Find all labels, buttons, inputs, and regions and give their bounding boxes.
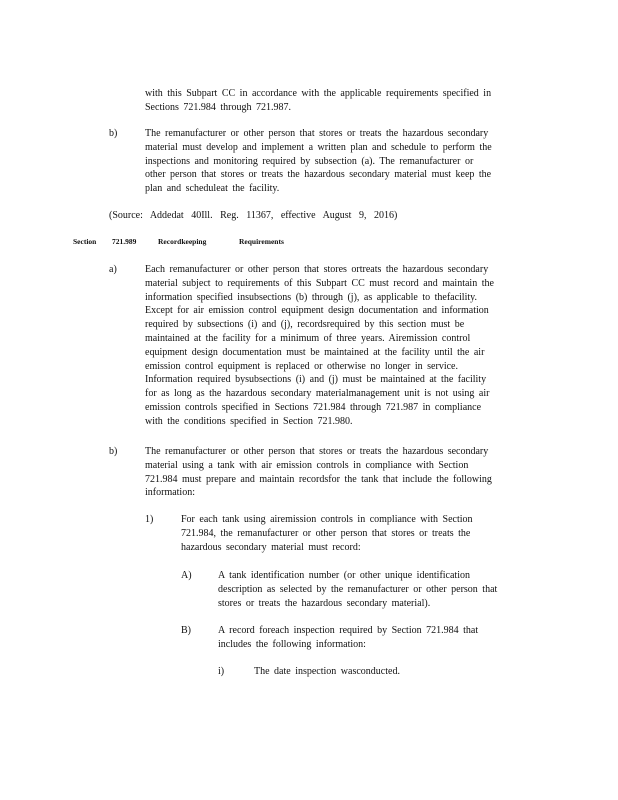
text-line: Each remanufacturer or other person that stores ortreats the hazardous secondary (145, 264, 489, 275)
text-line: stores or treats the hazardous secondary material). (218, 597, 431, 609)
text-line: with this Subpart CC in accordance with the applicable requirements specified in (145, 88, 492, 99)
intro-paragraph (145, 87, 535, 115)
item-label-a: a) (109, 264, 117, 275)
text-line: required by subsections (i) and (j), recordsrequired by this section must be (145, 319, 465, 331)
section-word: Section (73, 237, 97, 246)
text-line: A record foreach inspection required by Section 721.984 that (218, 625, 479, 636)
section-title-part1: Recordkeeping (158, 237, 207, 246)
text-line: Sections 721.984 through 721.987. (145, 101, 291, 113)
text-line: material subject to requirements of this Subpart CC must record and maintain the (145, 277, 494, 289)
text-line: information: (145, 487, 195, 499)
text-line: inspections and monitoring required by subsection (a). The remanufacturer or (145, 155, 474, 167)
paragraph-1 (181, 513, 511, 554)
text-line: 721.984 must prepare and maintain recordsfor the tank that include the following (145, 473, 492, 485)
text-line: information specified insubsections (b) through (j), as applicable to thefacility. (145, 291, 477, 303)
text-line: description as selected by the remanufacturer or other person that (218, 583, 498, 595)
text-line: material must develop and implement a written plan and schedule to perform the (145, 141, 492, 153)
text-line: for as long as the hazardous secondary materialmanagement unit is not using air (145, 388, 490, 400)
paragraph-B (218, 624, 518, 652)
item-label-A: A) (181, 570, 192, 581)
paragraph-A (218, 569, 530, 610)
text-line: 721.984, the remanufacturer or other person that stores or treats the (181, 527, 471, 539)
text-line: The date inspection wasconducted. (254, 666, 400, 677)
section-title-part2: Requirements (239, 237, 284, 246)
text-line: For each tank using airemission controls in compliance with Section (181, 514, 473, 525)
text-line: equipment design documentation must be maintained at the facility until the air (145, 346, 485, 358)
paragraph-b-plan (145, 127, 535, 196)
paragraph-b-tank (145, 445, 535, 500)
text-line: emission control equipment is replaced or otherwise no longer in service. (145, 360, 458, 372)
paragraph-a (145, 263, 535, 429)
source-note (109, 209, 529, 223)
text-line: with the conditions specified in Section 721.980. (145, 415, 353, 427)
text-line: plan and scheduleat the facility. (145, 183, 280, 195)
text-line: Information required bysubsections (i) and (j) must be maintained at the facility (145, 374, 487, 386)
text-line: hazardous secondary material must record: (181, 541, 361, 553)
section-number: 721.989 (112, 237, 137, 246)
text-line: emission controls specified in Sections 721.984 through 721.987 in compliance (145, 401, 482, 413)
item-label-B: B) (181, 625, 191, 636)
text-line: maintained at the facility for a minimum of three years. Airemission control (145, 332, 471, 344)
text-line: other person that stores or treats the hazardous secondary material must keep the (145, 169, 492, 181)
text-line: A tank identification number (or other unique identification (218, 570, 470, 581)
item-label-b: b) (109, 446, 118, 457)
paragraph-i (254, 665, 514, 679)
text-line: Except for air emission control equipment design documentation and information (145, 305, 489, 317)
text-line: includes the following information: (218, 638, 366, 650)
item-label-i: i) (218, 666, 225, 677)
source-text: (Source: Addedat 40Ill. Reg. 11367, effective August 9, 2016) (109, 210, 398, 221)
text-line: material using a tank with air emission controls in compliance with Section (145, 459, 469, 471)
item-label-b: b) (109, 128, 118, 139)
text-line: The remanufacturer or other person that stores or treats the hazardous secondary (145, 128, 489, 139)
item-label-1: 1) (145, 514, 154, 525)
text-line: The remanufacturer or other person that stores or treats the hazardous secondary (145, 446, 489, 457)
